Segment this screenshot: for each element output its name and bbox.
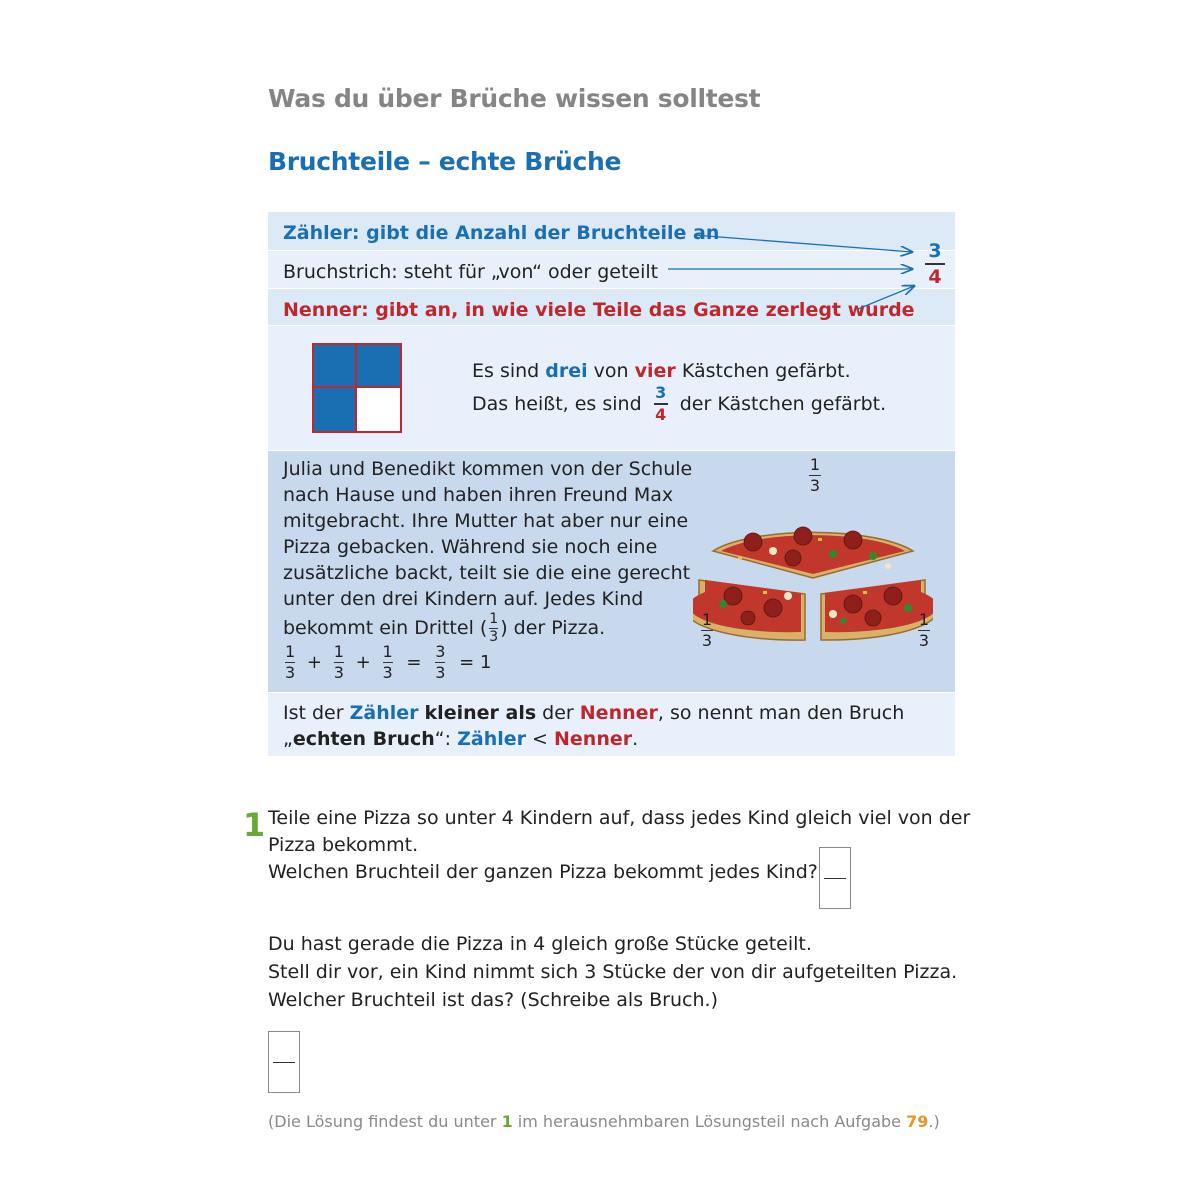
grid-example-panel xyxy=(268,326,955,450)
rule-line-1: Ist der Zähler kleiner als der Nenner, so nennt man den Bruch xyxy=(283,702,905,724)
grid-cell-filled xyxy=(357,345,400,388)
pizza-label-left: 1 3 xyxy=(701,610,713,650)
story-text: Julia und Benedikt kommen von der Schule nach Hause und haben ihren Freund Max mitgebracht. Ihre Mutter hat aber nur eine Pizza gebacken. Während sie noch eine zusätzliche backt, teilt sie die eine gerecht unter den drei Kindern auf. Jedes Kind bekommt ein Drittel ( $\frac{1}{3}$ ) der Pizza. xyxy=(283,458,693,645)
quarter-grid xyxy=(312,343,402,433)
task-text-part-1: Teile eine Pizza so unter 4 Kindern auf, dass jedes Kind gleich viel von der Pizza bekommt. Welchen Bruchteil der ganzen Pizza bekommt jedes Kind? xyxy=(268,807,971,883)
grid-cell-filled xyxy=(314,345,357,388)
page-title: Was du über Brüche wissen solltest xyxy=(268,84,761,113)
definition-arrows xyxy=(600,220,960,320)
grid-cell-filled xyxy=(314,388,357,431)
section-title: Bruchteile – echte Brüche xyxy=(268,147,622,176)
solution-footnote: (Die Lösung findest du unter 1 im herausnehmbaren Lösungsteil nach Aufgabe 79.) xyxy=(268,1112,940,1131)
task-text-part-2: Du hast gerade die Pizza in 4 gleich große Stücke geteilt. Stell dir vor, ein Kind nimmt sich 3 Stücke der von dir aufgeteilten Pizza. Welcher Bruchteil ist das? (Schreibe als Bruch.) xyxy=(268,933,958,1011)
answer-box-2[interactable] xyxy=(268,1031,300,1093)
task-number: 1 xyxy=(243,806,266,844)
pizza-label-right: 1 3 xyxy=(918,610,930,650)
fraction-denominator: 4 xyxy=(928,266,942,288)
rule-panel xyxy=(268,693,955,756)
pizza-illustration xyxy=(693,496,933,646)
example-line-1: Es sind drei von vier Kästchen gefärbt. xyxy=(472,360,851,382)
thirds-equation: $\frac{1}{3}$ + $\frac{1}{3}$ + $\frac{1}{3}$ = $\frac{3}{3}$ = 1 xyxy=(285,642,492,682)
pizza-story-panel xyxy=(268,451,955,692)
nenner-definition: Nenner: gibt an, in wie viele Teile das Ganze zerlegt wurde xyxy=(283,299,915,321)
example-fraction: $\frac{3}{4}$ xyxy=(655,383,667,424)
example-line-2: Das heißt, es sind $\frac{3}{4}$ der Kästchen gefärbt. xyxy=(472,383,887,424)
zaehler-definition: Zähler: gibt die Anzahl der Bruchteile an xyxy=(283,222,720,244)
zaehler-arrow xyxy=(694,235,912,252)
nenner-arrow xyxy=(858,286,914,309)
grid-cell-empty xyxy=(357,388,400,431)
answer-box-1[interactable] xyxy=(819,847,851,909)
pizza-label-top: 1 3 xyxy=(809,455,821,495)
rule-line-2: „echten Bruch“: Zähler < Nenner. xyxy=(283,728,639,750)
fraction-numerator: 3 xyxy=(928,240,942,262)
definition-fraction xyxy=(925,240,945,288)
bruchstrich-definition: Bruchstrich: steht für „von“ oder geteilt xyxy=(283,261,659,283)
